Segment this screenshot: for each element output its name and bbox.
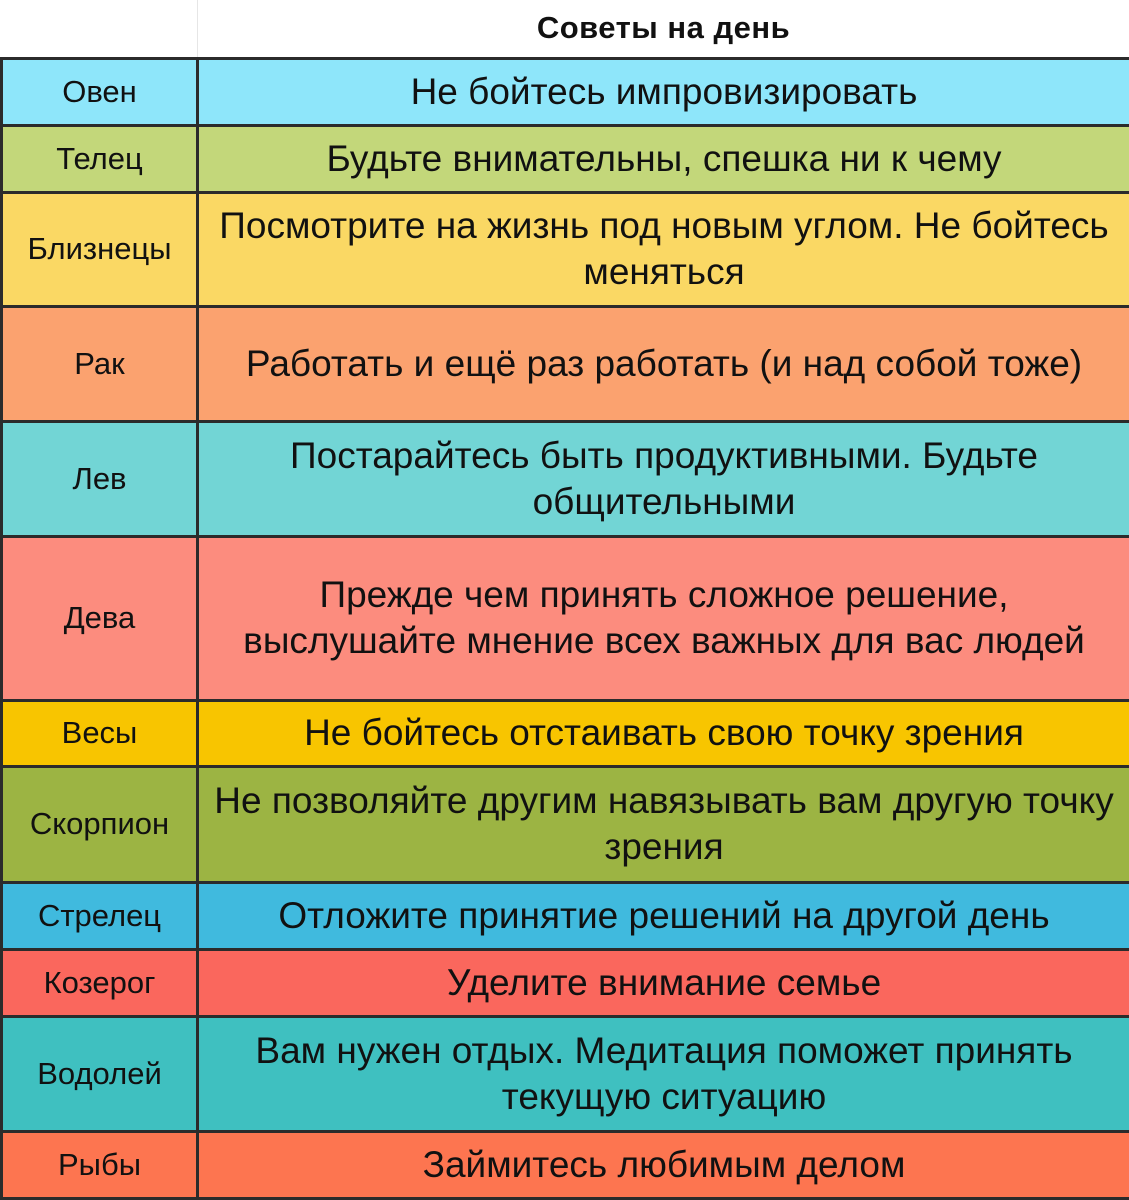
zodiac-sign-cell: Близнецы [2, 192, 198, 306]
zodiac-sign-cell: Скорпион [2, 766, 198, 882]
zodiac-sign-cell: Стрелец [2, 882, 198, 949]
table-row [2, 766, 1129, 882]
daily-tip-cell: Прежде чем принять сложное решение, выслушайте мнение всех важных для вас людей [198, 536, 1129, 700]
zodiac-sign-cell: Козерог [2, 949, 198, 1016]
table-title: Советы на день [198, 0, 1129, 58]
table-row [2, 58, 1129, 125]
zodiac-sign-cell: Овен [2, 58, 198, 125]
zodiac-sign-cell: Лев [2, 421, 198, 536]
zodiac-sign-cell: Рак [2, 306, 198, 421]
daily-tip-cell: Не позволяйте другим навязывать вам другую точку зрения [198, 766, 1129, 882]
daily-tip-cell: Займитесь любимым делом [198, 1131, 1129, 1198]
table-body [2, 58, 1129, 1199]
daily-tip-cell: Постарайтесь быть продуктивными. Будьте общительными [198, 421, 1129, 536]
daily-tip-cell: Посмотрите на жизнь под новым углом. Не бойтесь меняться [198, 192, 1129, 306]
table-row [2, 536, 1129, 700]
daily-tip-cell: Не бойтесь отстаивать свою точку зрения [198, 700, 1129, 766]
zodiac-sign-cell: Телец [2, 125, 198, 192]
zodiac-sign-cell: Весы [2, 700, 198, 766]
table-row [2, 1016, 1129, 1131]
table-row [2, 125, 1129, 192]
table-row [2, 949, 1129, 1016]
daily-tip-cell: Отложите принятие решений на другой день [198, 882, 1129, 949]
zodiac-sign-cell: Водолей [2, 1016, 198, 1131]
table-row [2, 700, 1129, 766]
table-row [2, 1131, 1129, 1198]
table-row [2, 421, 1129, 536]
daily-tip-cell: Будьте внимательны, спешка ни к чему [198, 125, 1129, 192]
daily-tip-cell: Вам нужен отдых. Медитация поможет принять текущую ситуацию [198, 1016, 1129, 1131]
daily-tip-cell: Уделите внимание семье [198, 949, 1129, 1016]
daily-tip-cell: Работать и ещё раз работать (и над собой тоже) [198, 306, 1129, 421]
table-row [2, 306, 1129, 421]
zodiac-sign-cell: Дева [2, 536, 198, 700]
daily-tip-cell: Не бойтесь импровизировать [198, 58, 1129, 125]
table-header-row [2, 0, 1129, 58]
zodiac-sign-cell: Рыбы [2, 1131, 198, 1198]
table-row [2, 882, 1129, 949]
table-row [2, 192, 1129, 306]
header-blank-cell [2, 0, 198, 58]
